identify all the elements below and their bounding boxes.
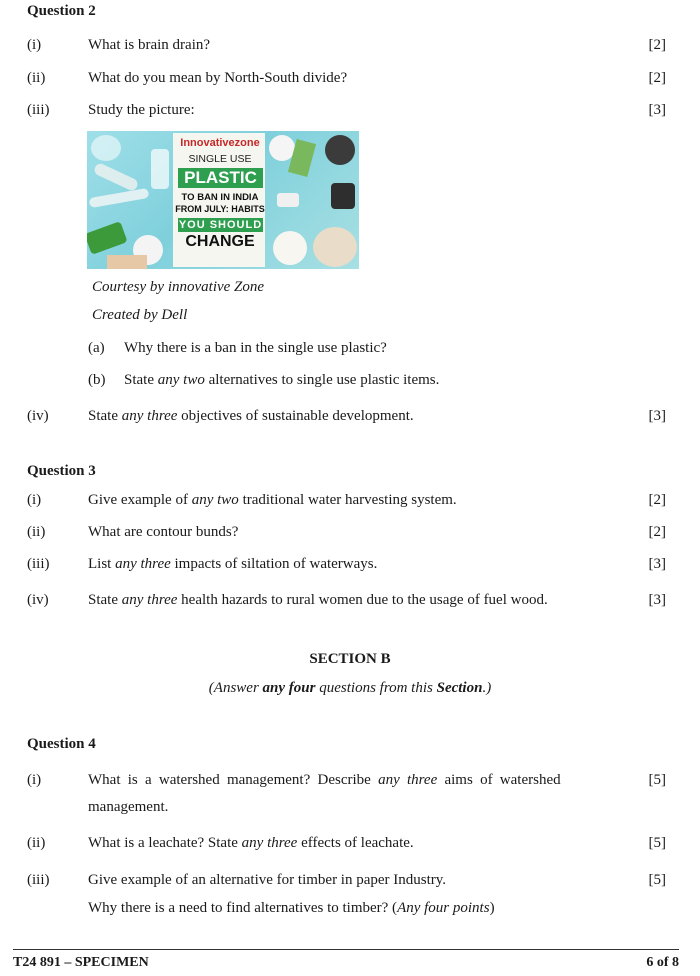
single-use-plastic-banner-image bbox=[87, 131, 359, 269]
q3-iv-text: State any three health hazards to rural women due to the usage of fuel wood. bbox=[88, 592, 548, 608]
q2-ii-number: (ii) bbox=[27, 70, 46, 86]
white-box-decoration bbox=[277, 193, 299, 207]
q2-iii-number: (iii) bbox=[27, 102, 50, 118]
q3-iii-number: (iii) bbox=[27, 556, 50, 572]
cup-decoration bbox=[107, 255, 147, 269]
q3-iv-marks: [3] bbox=[648, 592, 666, 608]
plastic-bottle-decoration bbox=[93, 162, 140, 192]
banner-ban-text: TO BAN IN INDIA bbox=[181, 192, 259, 203]
q4-ii-text: What is a leachate? State any three effects of leachate. bbox=[88, 835, 414, 851]
plastic-bottle-decoration bbox=[89, 188, 150, 208]
question-4-heading: Question 4 bbox=[27, 736, 96, 752]
q3-i-text: Give example of any two traditional water harvesting system. bbox=[88, 492, 457, 508]
q4-ii-number: (ii) bbox=[27, 835, 46, 851]
section-b-instructions: (Answer any four questions from this Section.) bbox=[208, 680, 492, 696]
plate-decoration bbox=[273, 231, 307, 265]
footer-paper-code: T24 891 – SPECIMEN bbox=[13, 955, 149, 970]
q2-i-marks: [2] bbox=[648, 37, 666, 53]
dark-container-decoration bbox=[331, 183, 355, 209]
question-2-heading: Question 2 bbox=[27, 3, 96, 19]
q2-iii-text: Study the picture: bbox=[88, 102, 195, 118]
q2-iv-number: (iv) bbox=[27, 408, 49, 424]
banner-single-use-text: SINGLE USE bbox=[188, 153, 252, 165]
q2-iii-marks: [3] bbox=[648, 102, 666, 118]
q2-iii-a-text: Why there is a ban in the single use plastic? bbox=[124, 340, 387, 356]
q4-i-text: What is a watershed management? Describe any three aims of watershed bbox=[88, 772, 561, 788]
plastic-cup-decoration bbox=[151, 149, 169, 189]
q2-iv-marks: [3] bbox=[648, 408, 666, 424]
q3-ii-marks: [2] bbox=[648, 524, 666, 540]
q3-iii-text: List any three impacts of siltation of waterways. bbox=[88, 556, 378, 572]
banner-brand-logo: Innovativezone bbox=[180, 137, 260, 149]
question-3-heading: Question 3 bbox=[27, 463, 96, 479]
q2-i-text: What is brain drain? bbox=[88, 37, 211, 53]
q3-ii-number: (ii) bbox=[27, 524, 46, 540]
q4-i-marks: [5] bbox=[648, 772, 666, 788]
q4-iii-text-line2: Why there is a need to find alternatives to timber? (Any four points) bbox=[88, 900, 495, 916]
q3-i-marks: [2] bbox=[648, 492, 666, 508]
section-b-title: SECTION B bbox=[309, 651, 391, 667]
q4-iii-number: (iii) bbox=[27, 872, 50, 888]
image-courtesy-caption: Courtesy by innovative Zone bbox=[92, 279, 265, 295]
q3-ii-text: What are contour bunds? bbox=[88, 524, 239, 540]
q4-i-number: (i) bbox=[27, 772, 42, 788]
black-cup-decoration bbox=[325, 135, 355, 165]
q4-i-text-continued: management. bbox=[88, 799, 169, 815]
bowl-decoration bbox=[313, 227, 357, 267]
q2-ii-marks: [2] bbox=[648, 70, 666, 86]
banner-you-should-text: YOU SHOULD bbox=[178, 219, 263, 231]
q2-iii-b-label: (b) bbox=[88, 372, 106, 388]
q3-iv-number: (iv) bbox=[27, 592, 49, 608]
banner-change-text: CHANGE bbox=[185, 233, 255, 250]
banner-plastic-text: PLASTIC bbox=[178, 168, 263, 188]
footer-divider bbox=[13, 949, 679, 950]
q4-ii-marks: [5] bbox=[648, 835, 666, 851]
q2-iii-a-label: (a) bbox=[88, 340, 105, 356]
q2-i-number: (i) bbox=[27, 37, 42, 53]
q4-iii-marks: [5] bbox=[648, 872, 666, 888]
q2-iv-text: State any three objectives of sustainable development. bbox=[88, 408, 414, 424]
q3-i-number: (i) bbox=[27, 492, 42, 508]
image-created-caption: Created by Dell bbox=[92, 307, 188, 323]
footer-page-number: 6 of 8 bbox=[646, 955, 679, 970]
q4-iii-text: Give example of an alternative for timber in paper Industry. bbox=[88, 872, 447, 888]
banner-from-july-text: FROM JULY: HABITS bbox=[175, 204, 265, 214]
q2-ii-text: What do you mean by North-South divide? bbox=[88, 70, 348, 86]
q2-iii-b-text: State any two alternatives to single use plastic items. bbox=[124, 372, 440, 388]
q3-iii-marks: [3] bbox=[648, 556, 666, 572]
green-bottle-decoration bbox=[87, 221, 128, 255]
glass-jar-decoration bbox=[91, 135, 121, 161]
